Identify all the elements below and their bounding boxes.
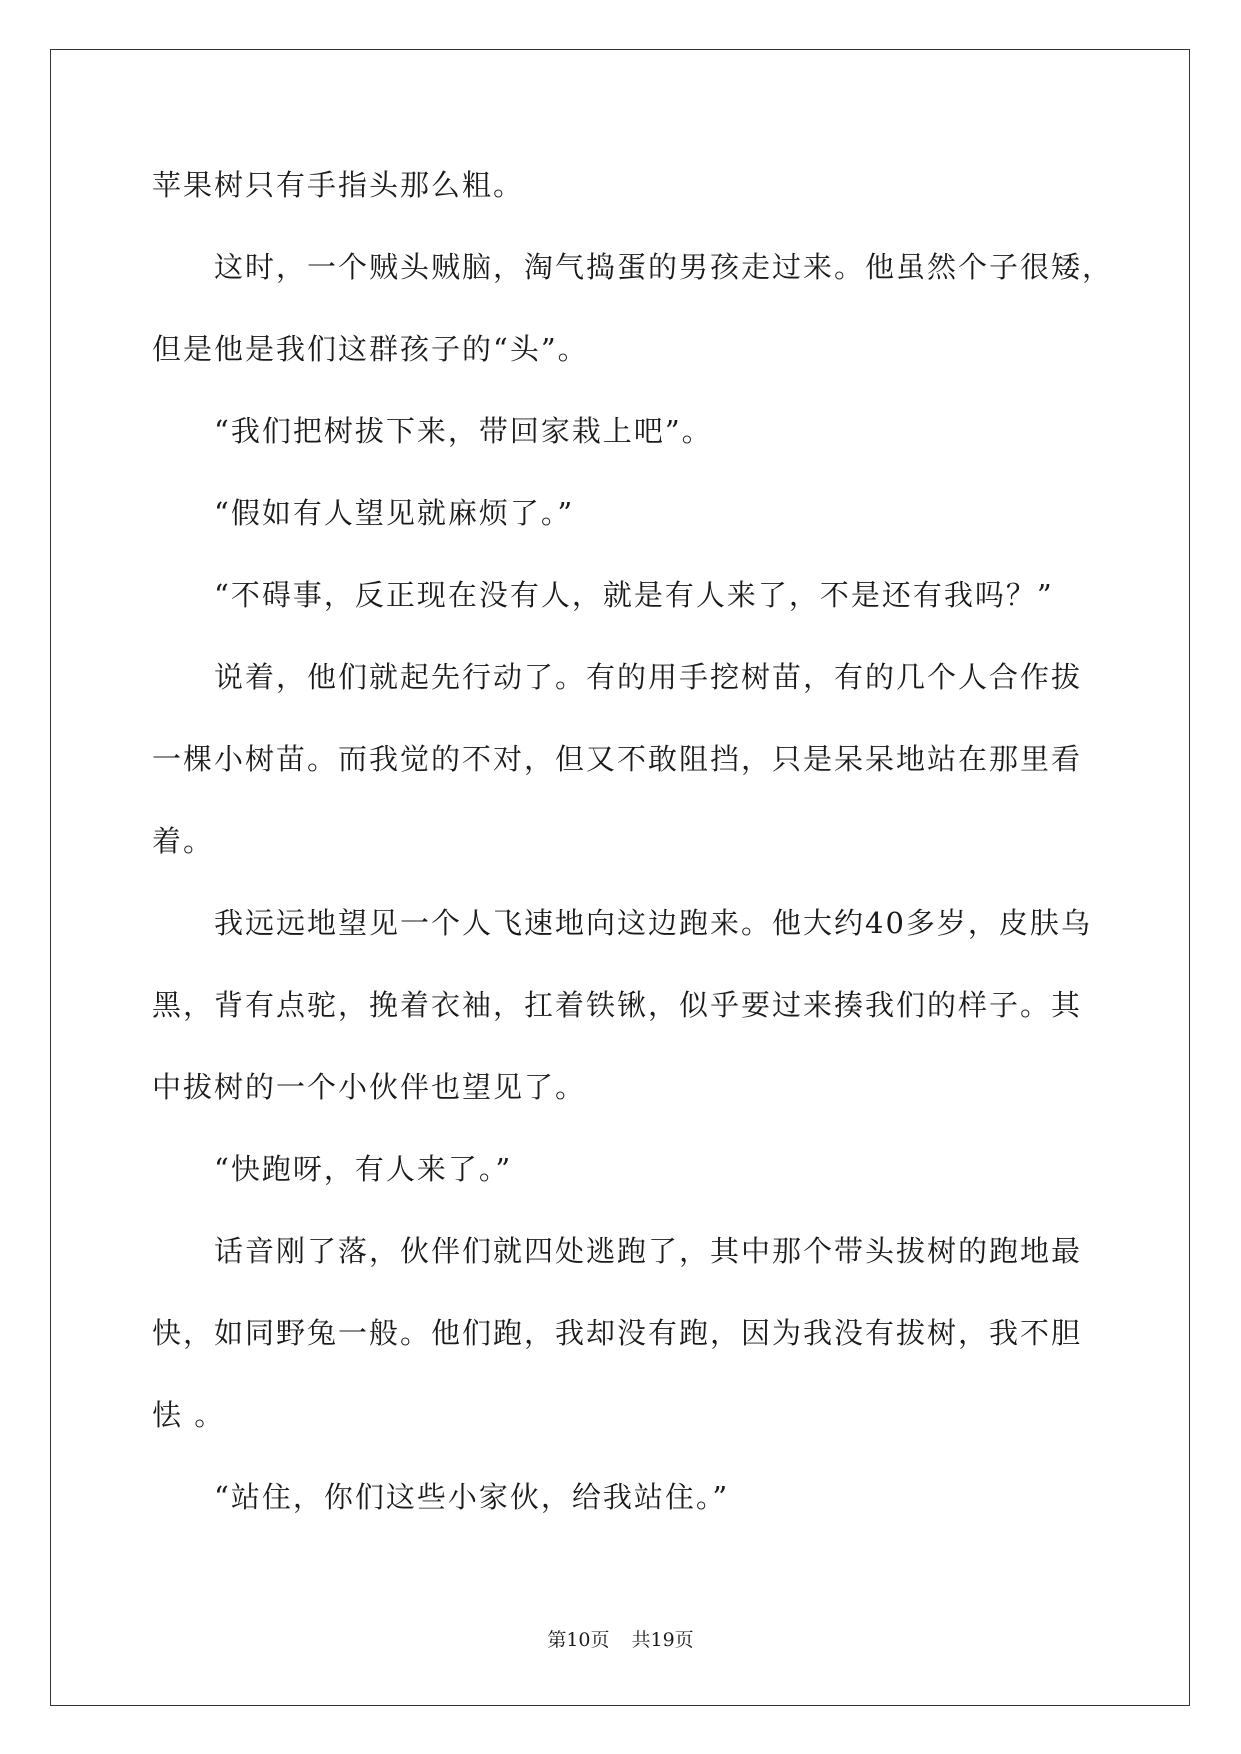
text-line: 中拔树的一个小伙伴也望见了。	[152, 1070, 587, 1104]
document-body	[152, 165, 1114, 1559]
text-line: 快，如同野兔一般。他们跑，我却没有跑，因为我没有拔树，我不胆	[152, 1316, 1083, 1350]
text-line: 我远远地望见一个人飞速地向这边跑来。他大约40多岁，皮肤乌	[214, 906, 1092, 940]
text-line: 这时，一个贼头贼脑，淘气捣蛋的男孩走过来。他虽然个子很矮，	[214, 250, 1114, 284]
current-page-label: 第10页	[547, 1629, 610, 1651]
text-line: “我们把树拔下来，带回家栽上吧”。	[214, 414, 713, 448]
text-line: 怯 。	[152, 1398, 226, 1432]
text-line: 黑，背有点驼，挽着衣袖，扛着铁锹，似乎要过来揍我们的样子。其	[152, 988, 1083, 1022]
text-line: “站住，你们这些小家伙，给我站住。”	[214, 1480, 730, 1514]
total-pages-label: 共19页	[631, 1629, 694, 1651]
text-line: 话音刚了落，伙伴们就四处逃跑了，其中那个带头拔树的跑地最	[214, 1234, 1083, 1268]
text-line: 着。	[152, 824, 215, 858]
text-line: “快跑呀，有人来了。”	[214, 1152, 513, 1186]
text-line: 但是他是我们这群孩子的“头”。	[152, 332, 589, 366]
page-footer	[0, 1627, 1241, 1653]
text-line: “假如有人望见就麻烦了。”	[214, 496, 575, 530]
text-line: 一棵小树苗。而我觉的不对，但又不敢阻挡，只是呆呆地站在那里看	[152, 742, 1083, 776]
text-line: “不碍事，反正现在没有人，就是有人来了，不是还有我吗？”	[214, 578, 1054, 612]
text-line: 说着，他们就起先行动了。有的用手挖树苗，有的几个人合作拔	[214, 660, 1083, 694]
text-line: 苹果树只有手指头那么粗。	[152, 168, 525, 202]
